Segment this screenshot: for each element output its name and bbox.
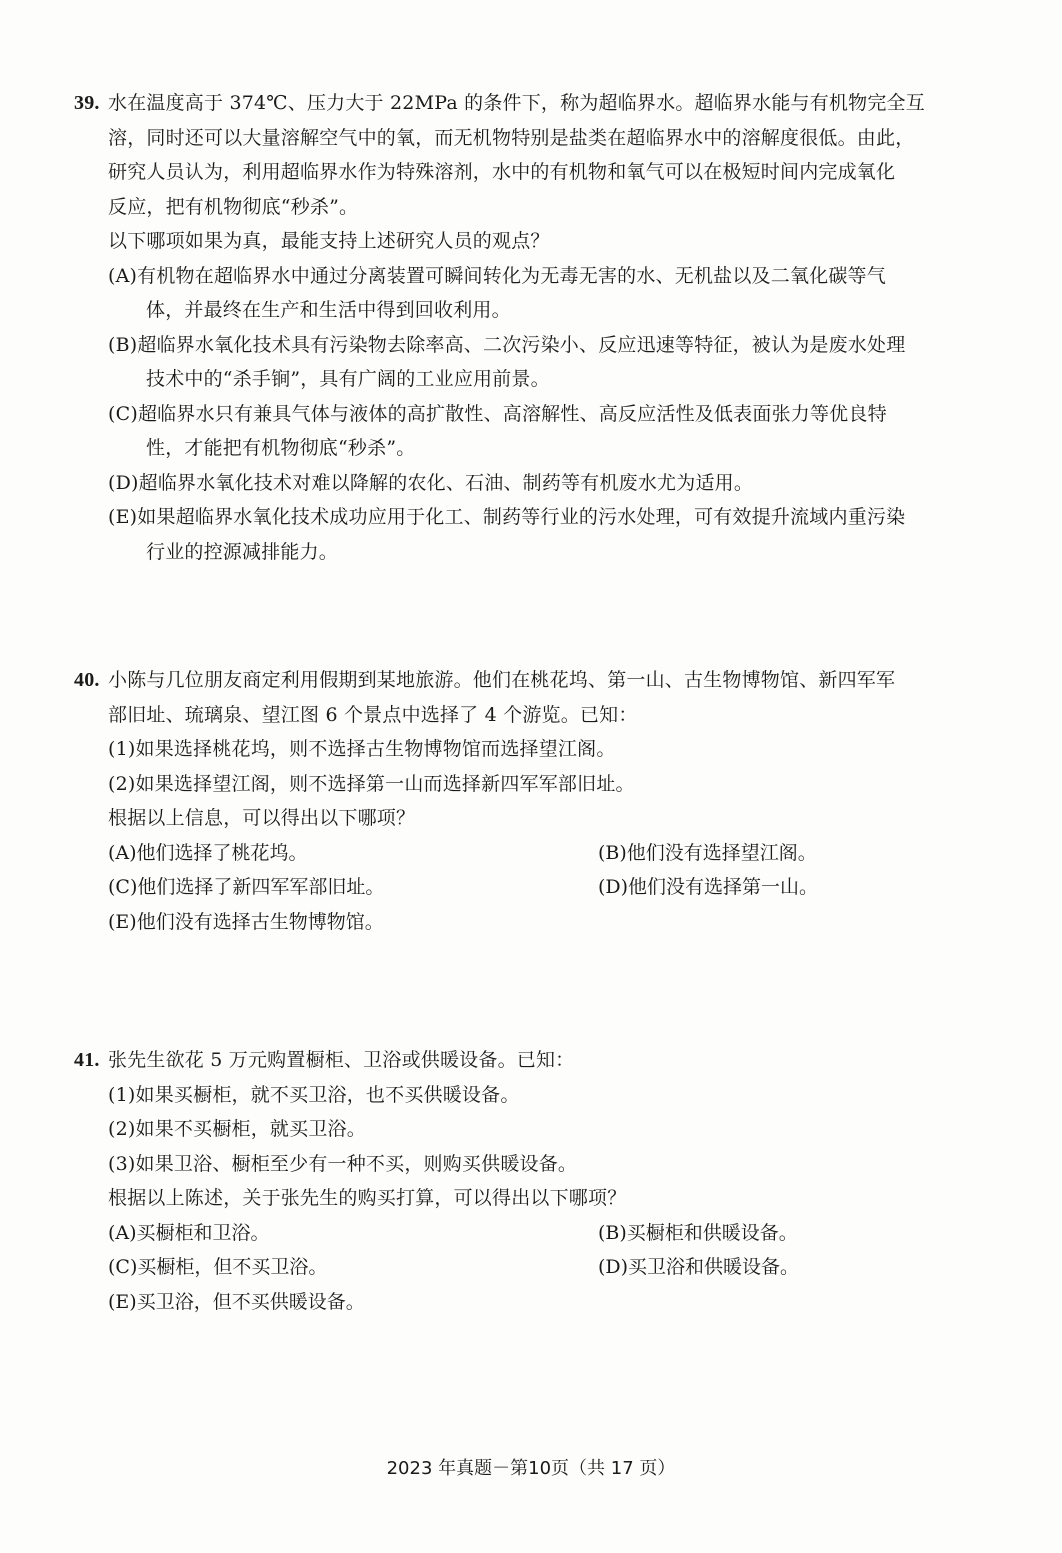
question-40-number: 40. [74,669,100,691]
question-40 [74,663,979,939]
question-39-option-c[interactable]: (C)超临界水只有兼具气体与液体的高扩散性、高溶解性、高反应活性及低表面张力等优良特 [108,402,887,425]
question-41-condition-3: (3)如果卫浴、橱柜至少有一种不买，则购买供暖设备。 [108,1152,578,1175]
question-40-option-e[interactable]: (E)他们没有选择古生物博物馆。 [108,910,384,933]
question-41-option-c[interactable]: (C)买橱柜，但不买卫浴。 [108,1256,328,1278]
question-39-line-2: 溶，同时还可以大量溶解空气中的氧，而无机物特别是盐类在超临界水中的溶解度很低。由此， [108,126,915,149]
question-40-condition-2: (2)如果选择望江阁，则不选择第一山而选择新四军军部旧址。 [108,772,635,795]
question-41-option-d[interactable]: (D)买卫浴和供暖设备。 [598,1256,800,1278]
question-39-option-e-cont: 行业的控源减排能力。 [146,540,339,563]
question-41-options-row-1 [74,1216,979,1251]
question-41-condition-2: (2)如果不买橱柜，就买卫浴。 [108,1118,366,1140]
question-40-condition-1: (1)如果选择桃花坞，则不选择古生物博物馆而选择望江阁。 [108,738,616,760]
question-41-options-row-2 [74,1250,979,1285]
question-41-option-e[interactable]: (E)买卫浴，但不买供暖设备。 [108,1290,365,1313]
question-39-option-b[interactable]: (B)超临界水氧化技术具有污染物去除率高、二次污染小、反应迅速等特征，被认为是废水处理 [108,333,906,356]
question-41-option-b[interactable]: (B)买橱柜和供暖设备。 [598,1221,798,1244]
question-39-option-d[interactable]: (D)超临界水氧化技术对难以降解的农化、石油、制药等有机废水尤为适用。 [108,471,754,494]
question-39-line-1: 39. 水在温度高于 374℃、压力大于 22MPa 的条件下，称为超临界水。超临界水能与有机物完全互 [74,86,979,121]
question-41-option-a[interactable]: (A)买橱柜和卫浴。 [108,1221,270,1244]
question-40-option-a[interactable]: (A)他们选择了桃花坞。 [108,841,308,864]
question-41-options-row-3 [74,1285,979,1320]
question-41-number: 41. [74,1049,100,1071]
question-40-options-row-2 [74,870,979,905]
question-39-option-e[interactable]: (E)如果超临界水氧化技术成功应用于化工、制药等行业的污水处理，可有效提升流域内重污染 [108,506,906,528]
question-39-option-a[interactable]: (A)有机物在超临界水中通过分离装置可瞬间转化为无毒无害的水、无机盐以及二氧化碳等气 [108,264,886,287]
question-39-prompt: 以下哪项如果为真，最能支持上述研究人员的观点？ [108,230,550,252]
question-39-option-b-cont: 技术中的“杀手锏”，具有广阔的工业应用前景。 [146,368,550,390]
question-40-prompt: 根据以上信息，可以得出以下哪项？ [108,807,416,829]
question-40-options-row-3 [74,905,979,940]
question-40-line-1: 40. 小陈与几位朋友商定利用假期到某地旅游。他们在桃花坞、第一山、古生物博物馆、新四军军 [74,663,979,698]
question-40-line-2: 部旧址、琉璃泉、望江图 6 个景点中选择了 4 个游览。已知： [108,703,638,726]
question-41-condition-1: (1)如果买橱柜，就不买卫浴，也不买供暖设备。 [108,1083,520,1106]
question-39-option-a-cont: 体，并最终在生产和生活中得到回收利用。 [146,299,511,321]
question-39-option-c-cont: 性，才能把有机物彻底“秒杀”。 [146,437,416,459]
question-39 [74,86,979,569]
page-footer: 2023 年真题－第10页（共 17 页） [386,1458,676,1479]
question-39-number: 39. [74,92,100,114]
question-40-option-d[interactable]: (D)他们没有选择第一山。 [598,876,819,898]
question-40-options-row-1 [74,836,979,871]
question-39-line-4: 反应，把有机物彻底“秒杀”。 [108,195,359,218]
question-41-line-1: 41. 张先生欲花 5 万元购置橱柜、卫浴或供暖设备。已知： [74,1043,979,1078]
question-40-option-b[interactable]: (B)他们没有选择望江阁。 [598,841,817,864]
question-41-prompt: 根据以上陈述，关于张先生的购买打算，可以得出以下哪项？ [108,1187,627,1209]
question-39-line-3: 研究人员认为，利用超临界水作为特殊溶剂，水中的有机物和氧气可以在极短时间内完成氧化 [108,161,896,183]
question-41 [74,1043,979,1319]
question-40-option-c[interactable]: (C)他们选择了新四军军部旧址。 [108,876,385,898]
